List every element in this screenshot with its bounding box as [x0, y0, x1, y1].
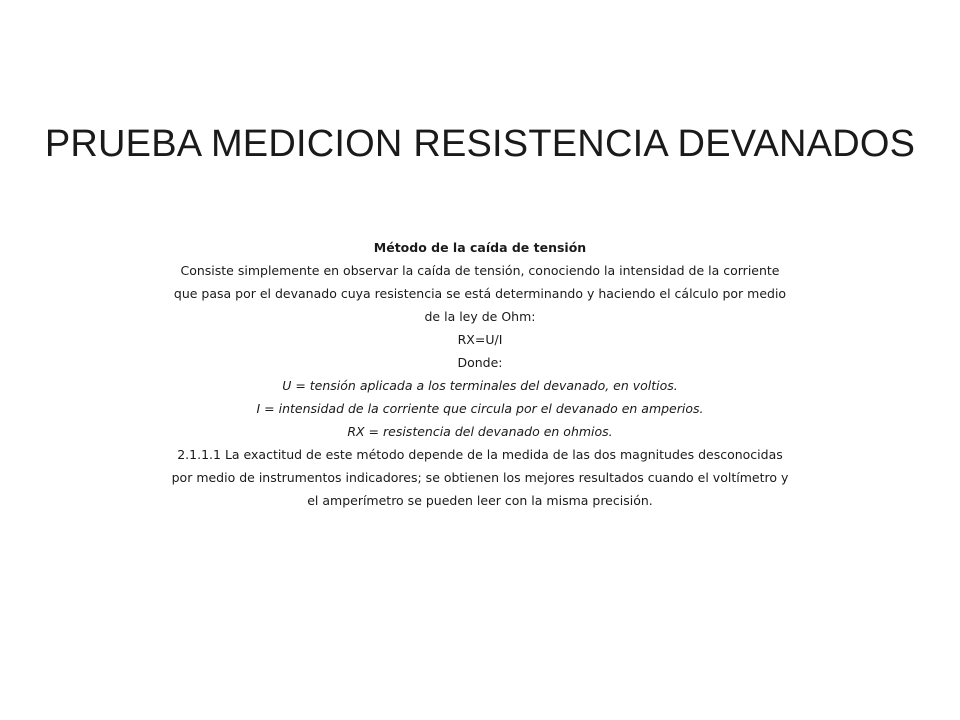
intro-line: que pasa por el devanado cuya resistencia se está determinando y haciendo el cálculo por medio	[173, 286, 787, 301]
note-line: por medio de instrumentos indicadores; se obtienen los mejores resultados cuando el voltímetro y	[171, 470, 789, 485]
slide-title: PRUEBA MEDICION RESISTENCIA DEVANADOS	[44, 123, 916, 165]
where-label: Donde:	[457, 355, 503, 370]
definition-line: U = tensión aplicada a los terminales del devanado, en voltios.	[282, 378, 678, 393]
definition-line: RX = resistencia del devanado en ohmios.	[347, 424, 613, 439]
definition-line: I = intensidad de la corriente que circula por el devanado en amperios.	[256, 401, 704, 416]
section-heading: Método de la caída de tensión	[373, 240, 587, 255]
note-line: el amperímetro se pueden leer con la misma precisión.	[307, 493, 653, 508]
slide-body	[120, 236, 840, 512]
intro-line: de la ley de Ohm:	[424, 309, 536, 324]
intro-line: Consiste simplemente en observar la caída de tensión, conociendo la intensidad de la corriente	[180, 263, 780, 278]
note-line: 2.1.1.1 La exactitud de este método depende de la medida de las dos magnitudes desconocidas	[177, 447, 783, 462]
formula: RX=U/I	[457, 332, 503, 347]
